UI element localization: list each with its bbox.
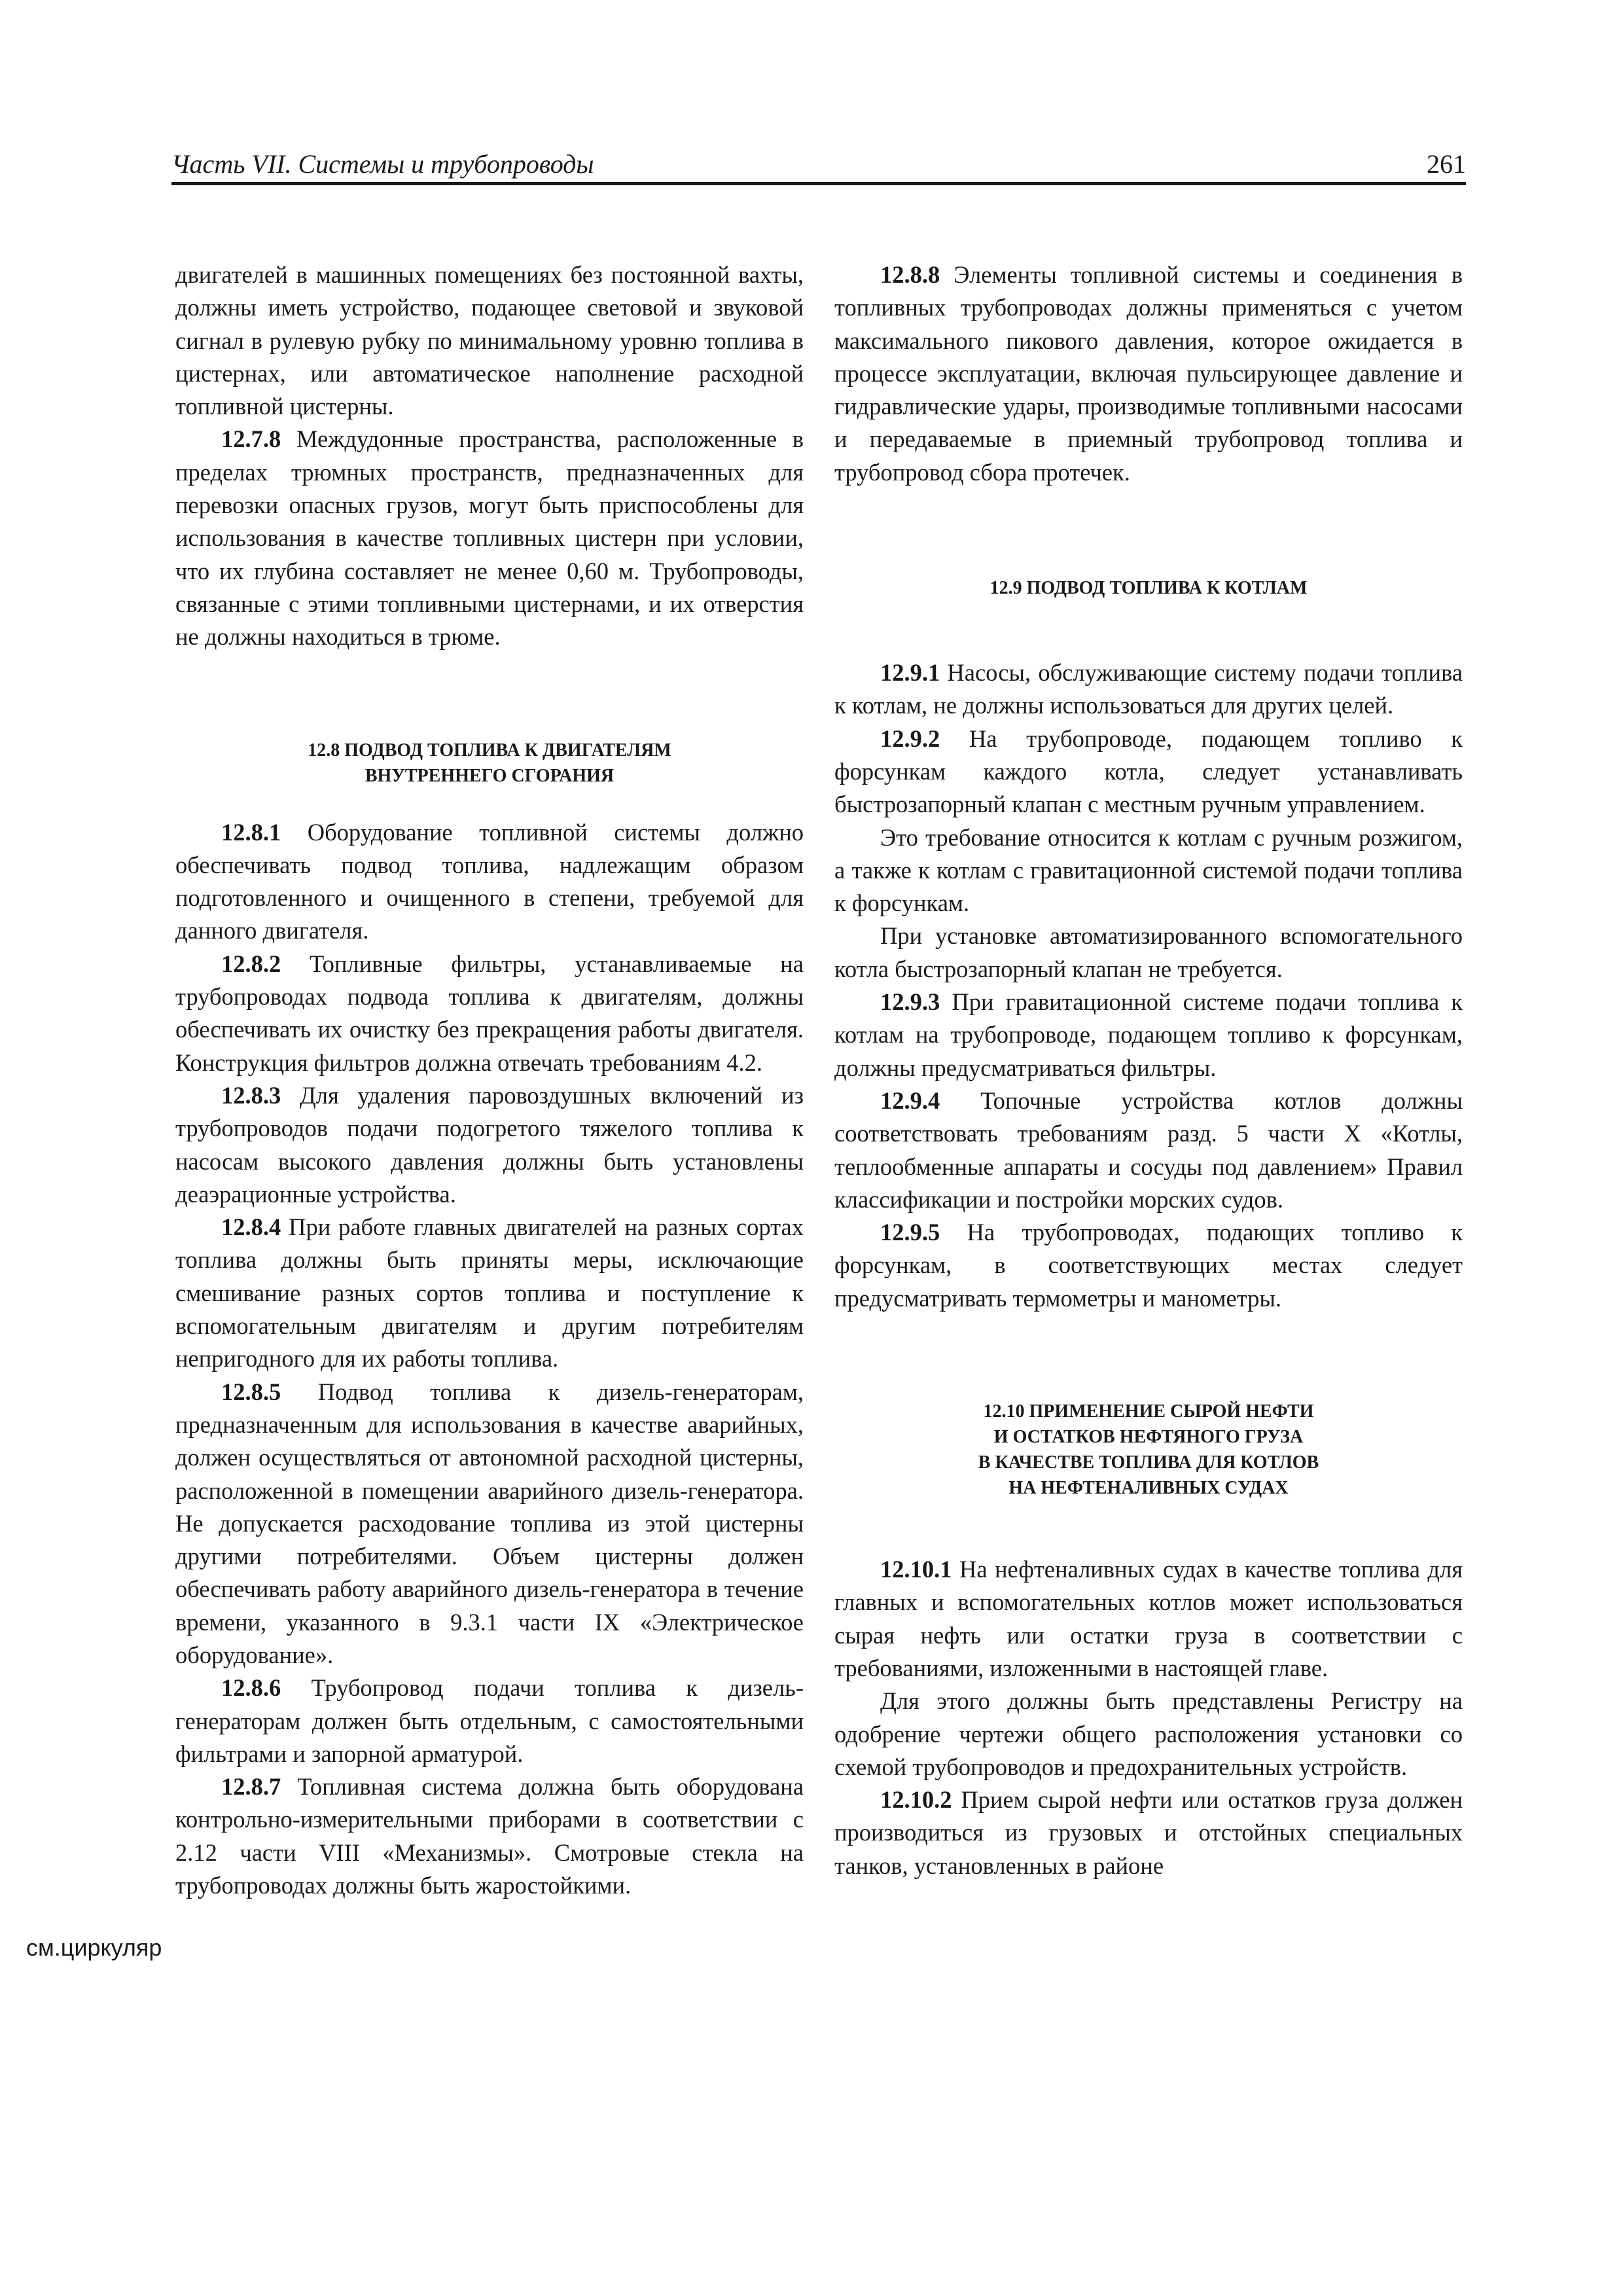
clause-text: Элементы топливной системы и соединения в топливных трубопроводах должны применяться с учетом максимального пикового давления, которое ожидается в процессе эксплуатации, включая пульсирующее давление и гидравлические удары, производимые топливными насосами и передаваемые в приемный трубопровод топлива и трубопровод сбора протечек. <box>834 261 1463 486</box>
clause-number: 12.8.6 <box>221 1674 281 1702</box>
heading-line: И ОСТАТКОВ НЕФТЯНОГО ГРУЗА <box>993 1427 1304 1448</box>
heading-line: 12.10 ПРИМЕНЕНИЕ СЫРОЙ НЕФТИ <box>983 1401 1314 1422</box>
clause-text: Для удаления паровоздушных включений из трубопроводов подачи подогретого тяжелого топлива к насосам высокого давления должны быть установлены деаэрационные устройства. <box>175 1081 804 1208</box>
paragraph-12-9-5 <box>834 1216 1463 1315</box>
clause-text: Подвод топлива к дизель-генераторам, предназначенным для использования в качестве аварийных, должен осуществляться от автономной расходной цистерны, расположенной в помещении аварийного дизель-генератора. Не допускается расходование топлива из этой цистерны другими потребителями. Объем цистерны должен обеспечивать работу аварийного дизель-генератора в течение времени, указанного в 9.3.1 части IX «Электрическое оборудование». <box>175 1378 804 1668</box>
clause-text: При гравитационной системе подачи топлива к котлам на трубопроводе, подающем топливо к форсункам, должны предусматриваться фильтры. <box>834 988 1463 1081</box>
margin-note: см.циркуляр <box>26 1934 162 1961</box>
clause-number: 12.9.2 <box>880 725 940 752</box>
clause-number: 12.8.2 <box>221 950 281 977</box>
left-column <box>175 259 804 1902</box>
clause-text: Топливная система должна быть оборудована контрольно-измерительными приборами в соответствии с 2.12 части VIII «Механизмы». Смотровые стекла на трубопроводах должны быть жаростойкими. <box>175 1773 804 1899</box>
clause-number: 12.10.1 <box>880 1556 952 1583</box>
heading-line: В КАЧЕСТВЕ ТОПЛИВА ДЛЯ КОТЛОВ <box>978 1452 1319 1473</box>
paragraph-12-9-1 <box>834 656 1463 723</box>
paragraph-12-8-2 <box>175 948 804 1079</box>
clause-number: 12.8.4 <box>221 1213 281 1241</box>
clause-number: 12.8.7 <box>221 1773 281 1801</box>
paragraph-12-8-7 <box>175 1770 804 1902</box>
paragraph-12-9-2-note: Это требование относится к котлам с ручным розжигом, а также к котлам с гравитационной системой подачи топлива к форсункам. <box>834 823 1463 917</box>
clause-number: 12.10.2 <box>880 1786 952 1814</box>
clause-number: 12.7.8 <box>221 425 281 453</box>
heading-line: ВНУТРЕННЕГО СГОРАНИЯ <box>365 765 615 786</box>
clause-text: Трубопровод подачи топлива к дизель-генераторам должен быть отдельным, с самостоятельными фильтрами и запорной арматурой. <box>175 1674 804 1767</box>
paragraph-12-10-1 <box>834 1553 1463 1685</box>
running-header-title: Часть VII. Системы и трубопроводы <box>171 149 594 179</box>
clause-text: На нефтеналивных судах в качестве топлива для главных и вспомогательных котлов может использоваться сырая нефть или остатки груза в соответствии с требованиями, изложенными в настоящей главе. <box>834 1556 1463 1681</box>
paragraph-12-10-1-note: Для этого должны быть представлены Регистру на одобрение чертежи общего расположения установки со схемой трубопроводов и предохранительных устройств. <box>834 1687 1463 1780</box>
clause-number: 12.9.4 <box>880 1086 940 1114</box>
heading-line: НА НЕФТЕНАЛИВНЫХ СУДАХ <box>1008 1478 1289 1499</box>
clause-number: 12.9.1 <box>880 659 940 687</box>
clause-number: 12.9.5 <box>880 1219 940 1246</box>
clause-text: Междудонные пространства, расположенные в пределах трюмных пространств, предназначенных для перевозки опасных грузов, могут быть приспособлены для использования в качестве топливных цистерн при условии, что их глубина составляет не менее 0,60 м. Трубопроводы, связанные с этими топливными цистернами, и их отверстия не должны находиться в трюме. <box>175 425 804 651</box>
clause-text: На трубопроводах, подающих топливо к форсункам, в соответствующих местах следует предусматривать термометры и манометры. <box>834 1219 1463 1312</box>
section-heading-12-10 <box>834 1399 1463 1501</box>
clause-number: 12.8.8 <box>880 261 940 288</box>
paragraph-12-8-4 <box>175 1211 804 1375</box>
paragraph-12-9-4 <box>834 1085 1463 1216</box>
clause-text: Топочные устройства котлов должны соответствовать требованиям разд. 5 части X «Котлы, теплообменные аппараты и сосуды под давлением» Правил классификации и постройки морских судов. <box>834 1086 1463 1213</box>
page-number: 261 <box>1427 149 1466 179</box>
heading-line: 12.9 ПОДВОД ТОПЛИВА К КОТЛАМ <box>990 578 1308 599</box>
clause-number: 12.9.3 <box>880 988 940 1016</box>
heading-line: 12.8 ПОДВОД ТОПЛИВА К ДВИГАТЕЛЯМ <box>308 740 671 761</box>
clause-number: 12.8.5 <box>221 1378 281 1405</box>
clause-text: Прием сырой нефти или остатков груза должен производиться из грузовых и отстойных специальных танков, установленных в районе <box>834 1786 1463 1879</box>
clause-text: При работе главных двигателей на разных сортах топлива должны быть приняты меры, исключающие смешивание разных сортов топлива и поступление к вспомогательным двигателям и другим потребителям непригодного для их работы топлива. <box>175 1213 804 1372</box>
right-column <box>834 259 1463 1882</box>
paragraph-12-8-3 <box>175 1079 804 1211</box>
clause-text: Оборудование топливной системы должно обеспечивать подвод топлива, надлежащим образом подготовленного и очищенного в степени, требуемой для данного двигателя. <box>175 818 804 944</box>
clause-text: На трубопроводе, подающем топливо к форсункам каждого котла, следует устанавливать быстрозапорный клапан с местным ручным управлением. <box>834 725 1463 818</box>
paragraph-12-7-8 <box>175 423 804 653</box>
paragraph-12-9-3 <box>834 986 1463 1085</box>
paragraph-12-8-5 <box>175 1376 804 1672</box>
clause-text: Насосы, обслуживающие систему подачи топлива к котлам, не должны использоваться для других целей. <box>834 659 1463 719</box>
paragraph-continuation: двигателей в машинных помещениях без постоянной вахты, должны иметь устройство, подающее световой и звуковой сигнал в рулевую рубку по минимальному уровню топлива в цистернах, или автоматическое наполнение расходной топливной цистерны. <box>175 261 804 420</box>
paragraph-12-9-2 <box>834 723 1463 821</box>
paragraph-12-8-8 <box>834 259 1463 489</box>
running-header <box>171 139 1466 185</box>
section-heading-12-9 <box>834 575 1463 601</box>
paragraph-12-9-2-note: При установке автоматизированного вспомогательного котла быстрозапорный клапан не требуется. <box>834 922 1463 982</box>
paragraph-12-10-2 <box>834 1784 1463 1882</box>
section-heading-12-8 <box>175 738 804 789</box>
clause-number: 12.8.1 <box>221 818 281 846</box>
paragraph-12-8-1 <box>175 816 804 948</box>
clause-text: Топливные фильтры, устанавливаемые на трубопроводах подвода топлива к двигателям, должны обеспечивать их очистку без прекращения работы двигателя. Конструкция фильтров должна отвечать требованиям 4.2. <box>175 950 804 1076</box>
clause-number: 12.8.3 <box>221 1081 281 1109</box>
paragraph-12-8-6 <box>175 1672 804 1770</box>
